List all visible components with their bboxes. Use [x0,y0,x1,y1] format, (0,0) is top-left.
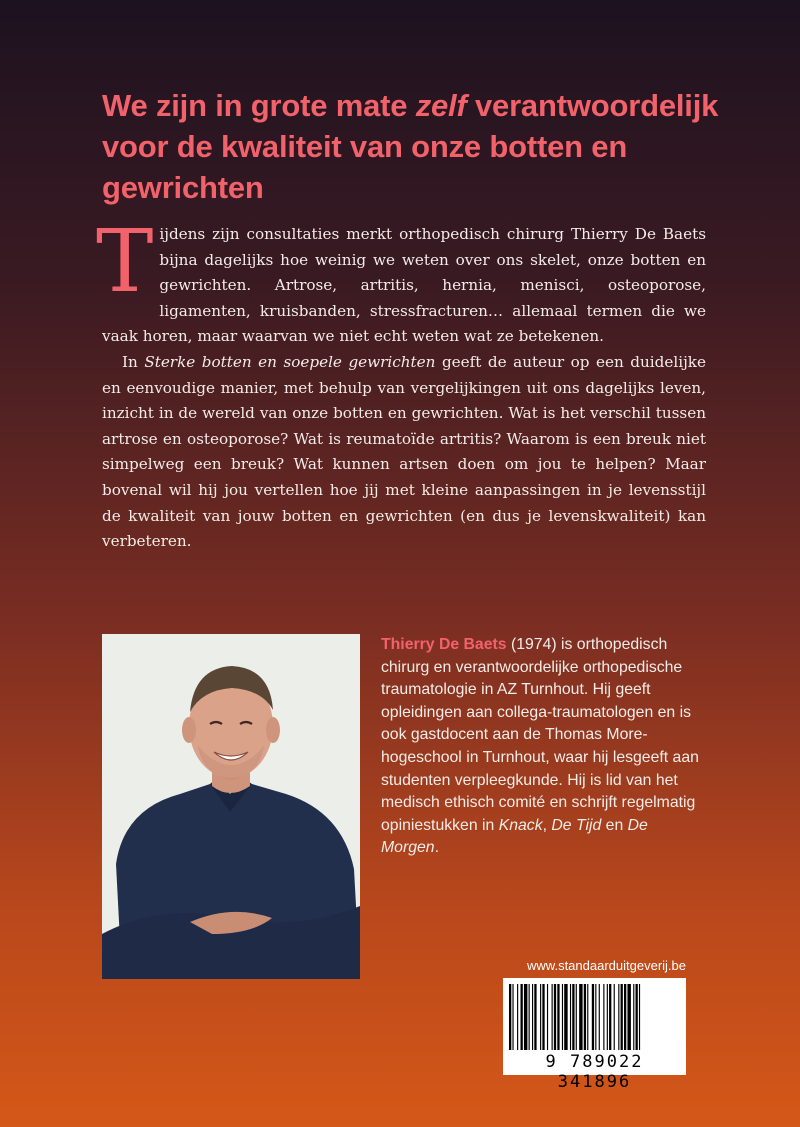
blurb-paragraph-2 [102,350,706,555]
barcode-bar [584,984,586,1050]
cover-headline [102,85,742,208]
barcode-bar [572,984,574,1050]
barcode-bar [540,984,541,1050]
barcode-bar [603,984,604,1050]
barcode-bar [576,984,577,1050]
barcode-bar [509,984,511,1050]
barcode-bar [627,984,630,1050]
author-photo [102,634,360,979]
barcode-bar [534,984,536,1050]
headline-text: We zijn in grote mate [102,88,416,123]
barcode-bar [592,984,594,1050]
barcode-bar [532,984,533,1050]
bio-end: . [434,839,439,857]
barcode-bar [636,984,638,1050]
isbn-barcode [503,978,686,1092]
author-bio [381,634,701,860]
barcode-bar [562,984,563,1050]
author-name: Thierry De Baets [381,636,507,653]
barcode-bar [595,984,596,1050]
barcode-bar [521,984,523,1050]
barcode-bar [529,984,530,1050]
author-bio-text: (1974) is orthopedisch chirurg en verantwoordelijke orthopedische traumatologie in AZ Turnhout. Hij geeft opleidingen aan collega-traumatologen en is ook gastdocent aan de Thomas More-hogeschool in Turnhout, waar hij lesgeeft aan studenten verpleegkunde. Hij is lid van het medisch ethisch comité en schrijft regelmatig opiniestukken in [381,636,699,834]
barcode-bar [618,984,619,1050]
publication-knack: Knack [498,816,543,834]
blurb-paragraph-2-text: geeft de auteur op een duidelijke en eenvoudige manier, met behulp van vergelijkingen uit ons dagelijks leven, inzicht in de wereld van onze botten en gewrichten. Wat is het verschil tussen artrose en osteoporose? Wat is reumatoïde artritis? Waarom is een breuk niet simpelweg een breuk? Wat kunnen artsen doen om jou te helpen? Maar bovenal wil hij jou vertellen hoe jij met kleine aanpassingen in je levensstijl de kwaliteit van jouw botten en gewrichten (en dus je levenskwaliteit) kan verbeteren. [102,352,706,551]
barcode-bar [624,984,626,1050]
isbn-digits: 9 789022 341896 [545,1052,644,1092]
barcode-bar [547,984,548,1050]
book-title: Sterke botten en soepele gewrichten [144,352,436,371]
barcode-bar [599,984,600,1050]
barcode-bar [639,984,640,1050]
publication-de-morgen: De Morgen [381,816,648,857]
barcode-bar [542,984,544,1050]
barcode-bar [609,984,611,1050]
drop-cap: T [96,212,154,312]
barcode-bar [524,984,527,1050]
barcode-bar [564,984,567,1050]
barcode-bar [552,984,553,1050]
headline-emphasis: zelf [415,88,467,123]
barcode-bar [633,984,634,1050]
blurb-paragraph-1 [96,212,706,350]
publisher-website[interactable]: www.standaarduitgeverij.be [527,958,686,973]
barcode-bar [570,984,571,1050]
headline-text-rest: verantwoordelijk voor de kwaliteit van onze botten en gewrichten [102,88,719,205]
blurb-text [96,212,706,555]
barcode-bar [579,984,582,1050]
barcode-bar [517,984,518,1050]
bio-separator-2: en [601,816,628,834]
barcode-bar [621,984,623,1050]
barcode-bar [554,984,556,1050]
barcode-bar [512,984,513,1050]
bio-separator-1: , [542,816,552,834]
publication-de-tijd: De Tijd [551,816,602,834]
author-portrait-image [102,634,360,979]
blurb-paragraph-1-text: ijdens zijn consultaties merkt orthopedisch chirurg Thierry De Baets bijna dagelijks hoe weinig we weten over ons skelet, onze botten en gewrichten. Artrose, artritis, hernia, menisci, osteoporose, ligamenten, kruisbanden, stressfracturen… allemaal termen die we vaak horen, maar waarvan we niet echt weten wat ze betekenen. [102,225,706,346]
blurb-paragraph-2-lead: In [122,352,145,371]
barcode-bar [557,984,559,1050]
barcode-bar [587,984,588,1050]
barcode-bar [607,984,608,1050]
barcode-bar [614,984,615,1050]
